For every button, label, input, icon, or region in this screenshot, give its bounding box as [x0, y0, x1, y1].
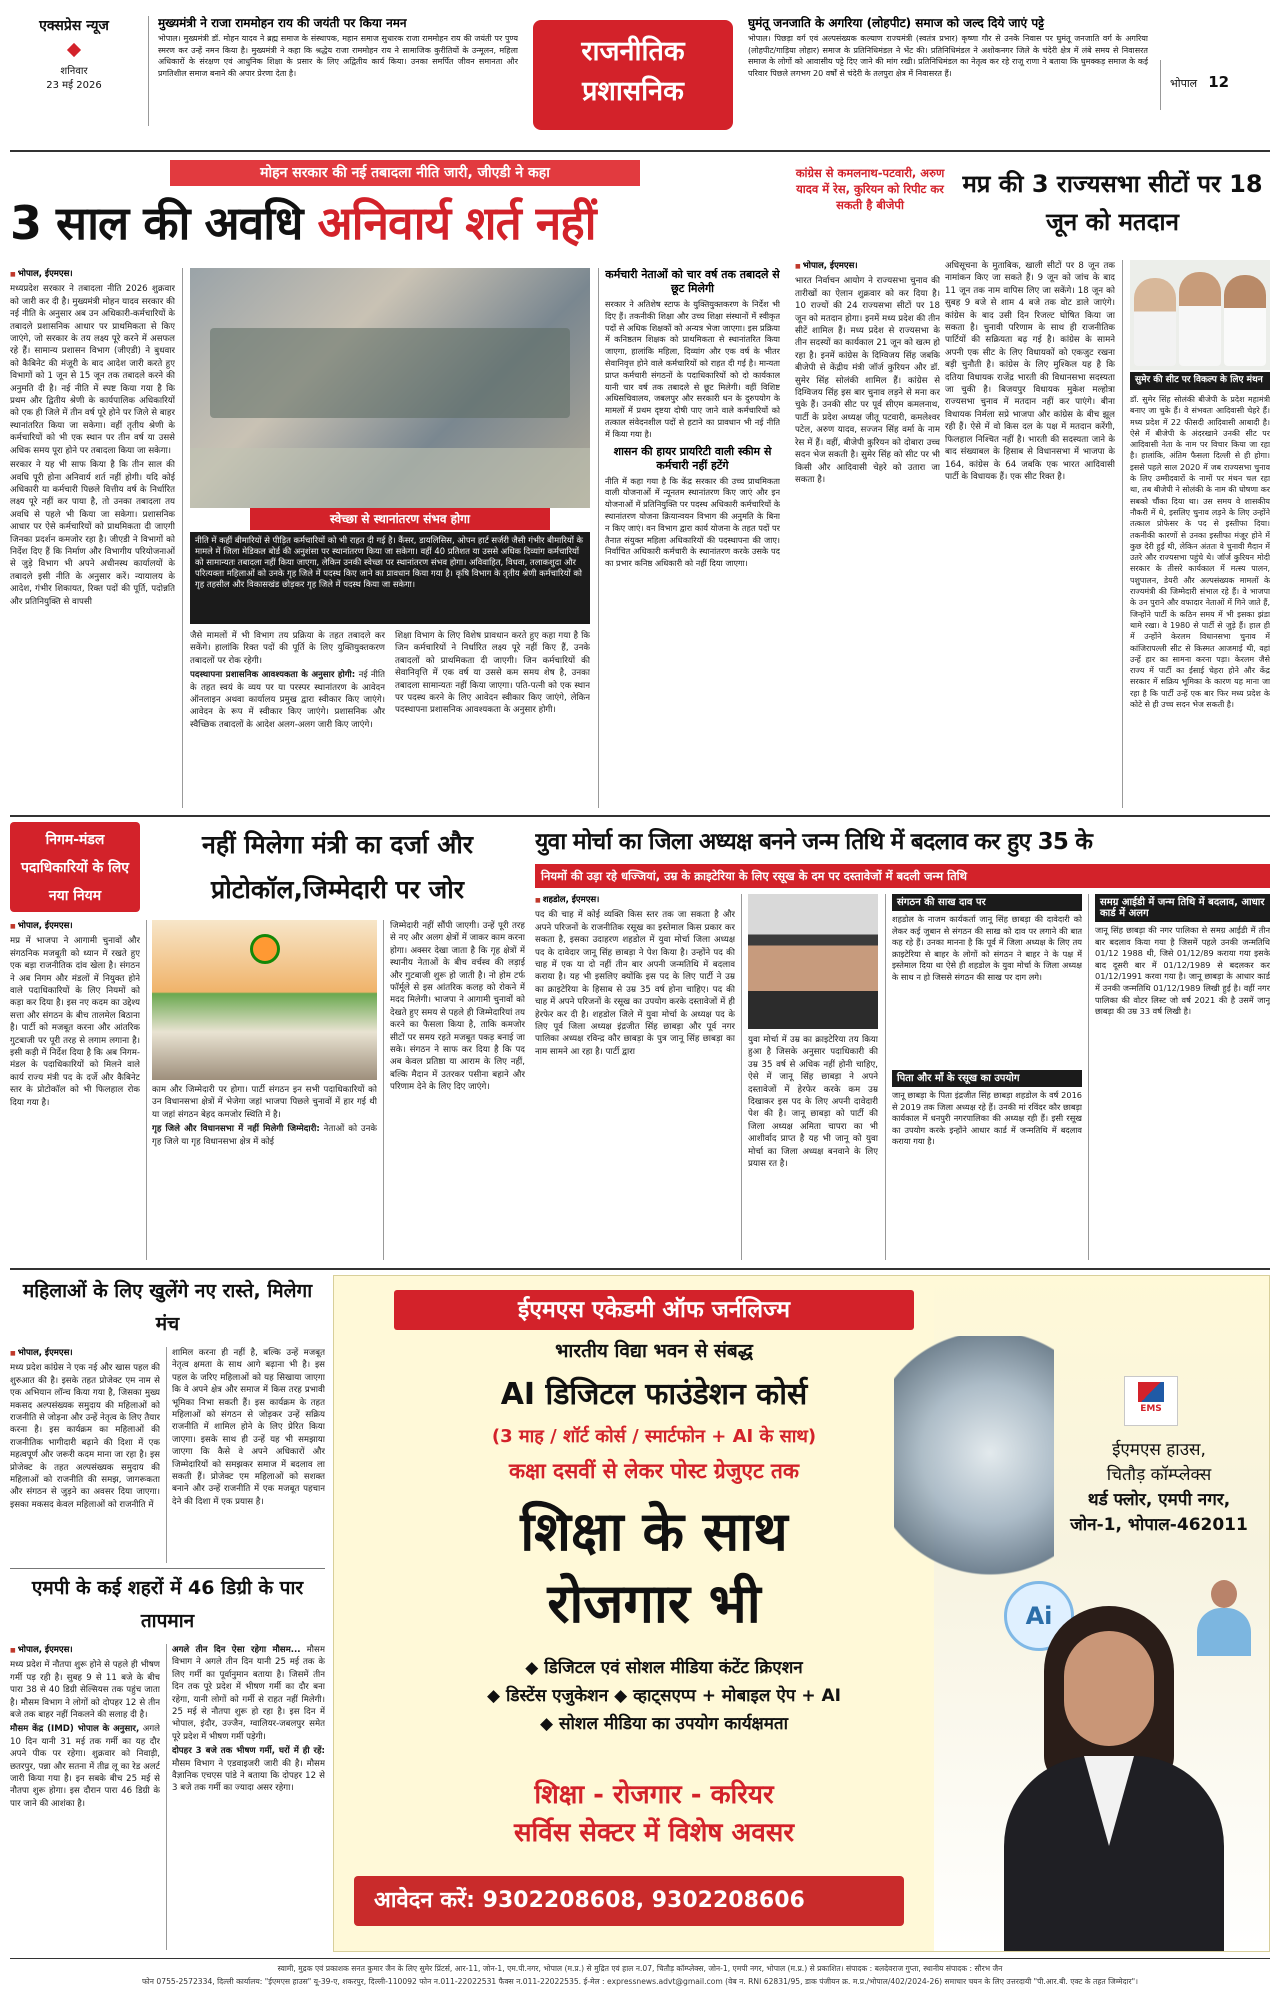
leader-portrait-3	[1224, 275, 1266, 366]
ems-logo-icon	[1138, 1382, 1164, 1402]
ad-slogan-line2: रोजगार भी	[547, 1572, 761, 1635]
story4-box-3	[1095, 894, 1270, 1260]
story3-tag	[10, 822, 140, 912]
story1-photo-caption-head-text: स्वेच्छा से स्थानांतरण संभव होगा	[329, 512, 471, 526]
ai-robot-illustration	[894, 1336, 1054, 1596]
story-transfer-policy	[10, 160, 780, 810]
brand-block	[14, 16, 134, 121]
story6-col1b-para: अगले 10 दिन यानी 31 मई तक गर्मी का यह दौर अपने पीक पर रहेगा। शुक्रवार को निवाड़ी, छतरपुर, पन्ना और सतना में तीव्र लू का रेड अलर्ट जारी किया गया है। इन सबके बीच 25 मई से नौतपा शुरू होगा। इस दौरान पारा 46 डिग्री के पार जाने की आशंका है।	[10, 1724, 160, 1809]
story4-box1-text: शहडोल के नाजम कार्यकर्ता जानू सिंह छाबड़ा की दावेदारी को लेकर कई जुबान से संगठन की साख को दाव पर लगाने की बात कह रहे हैं। उनका मानना है कि पूर्व में जिला अध्यक्ष के लिए तय क्राइटेरिया से बाहर के लोगों को संगठन ने बाहर ने के पक्ष में इस्तेमाल दिया था ऐसे ही शहडोल के युवा मोर्चा के जिला अध्यक्ष के साथ न हो जिससे संगठन की साख पर दाग लगे।	[892, 914, 1082, 982]
story2-dateline: ■ भोपाल, ईएमएस।	[795, 260, 940, 273]
story1-mid-a-subhead: पदस्थापना प्रशासनिक आवश्यकता के अनुसार होगी:	[190, 670, 356, 681]
story4-box2-head: पिता और माँ के रसूख का उपयोग	[892, 1070, 1082, 1087]
ad-duration: (3 माह / शॉर्ट कोर्स / स्मार्टफोन + AI के साथ)	[491, 1426, 817, 1447]
story1-col1-para: मध्यप्रदेश सरकार ने तबादला नीति 2026 शुक्रवार को जारी कर दी है। मुख्यमंत्री मोहन यादव सरकार की नई नीति के अनुसार अब उन अधिकारी-कर्मचारियों के तबादले प्रशासनिक आधार पर प्राथमिकता से किए जाएंगे, जो सरकार के तय लक्ष्य पूरे करने में असफल रहे हैं। सामान्य प्रशासन विभाग (जीएडी) ने बुधवार को कैबिनेट की मंजूरी के बाद आदेश जारी करते हुए विभागों को 1 जून से 15 जून तक तबादले करने की अनुमति दी है। नई नीति में स्पष्ट किया गया है कि प्रथम और द्वितीय श्रेणी के कार्यपालिक अधिकारियों को एक ही जिले में तीन वर्ष पूरे होने पर जिले से बाहर स्थानांतरित किया जा सकेगा। वहीं तृतीय श्रेणी के कर्मचारियों को भी एक स्थान पर तीन वर्ष या उससे अधिक समय पूरा होने पर तबादला किया जा सकेगा।	[10, 284, 175, 456]
ad-taglines	[374, 1776, 934, 1854]
phone-user-head	[1211, 1580, 1237, 1608]
story3-headline	[150, 822, 525, 917]
ad-apply-bar	[354, 1876, 904, 1926]
story1-dateline: ■ भोपाल, ईएमएस।	[10, 268, 175, 281]
ad-address-line2: चितौड़ कॉम्प्लेक्स	[1106, 1465, 1212, 1485]
ems-logo	[1124, 1376, 1178, 1426]
story1-sidebar	[605, 268, 780, 808]
story3-column-3	[390, 920, 525, 1260]
brief-left	[158, 16, 518, 128]
story-rajya-sabha	[795, 160, 1270, 810]
ad-title	[394, 1290, 914, 1330]
ad-course: AI डिजिटल फाउंडेशन कोर्स	[500, 1377, 808, 1412]
ad-tagline-2: सर्विस सेक्टर में विशेष अवसर	[513, 1818, 794, 1848]
issue-date: 23 मई 2026	[46, 80, 102, 91]
masthead	[0, 0, 1279, 150]
story1-side-text2: नीति में कहा गया है कि केंद्र सरकार की उच्च प्राथमिकता वाली योजनाओं में न्यूनतम स्थानांतरण किए जाएं और इन योजनाओं में प्रतिनियुक्ति पर पदस्थ अधिकारी कर्मचारियों के स्थानांतरण योजना क्रियान्वयन विभाग की अनुमति के बिना न किए जाएं। वन विभाग द्वारा कार्य योजना के तहत पदों पर तैनात संयुक्त महिला अधिकारियों की पदस्थापना की जाए। निर्वाचित अधिकारी कर्मचारी के स्थानांतरण करके उसके पद का प्रभार कनिष्ठ अधिकारी को नहीं दिया जाएगा।	[605, 475, 780, 569]
story4-subheadline-text: नियमों की उड़ा रहे धज्जियां, उम्र के क्राइटेरिया के लिए रसूख के दम पर दस्तावेजों में बदली जन्म तिथि	[541, 869, 967, 883]
brief-right-title: घुमंतू जनजाति के अगरिया (लोहपीट) समाज को जल्द दिये जाएं पट्टे	[748, 16, 1045, 30]
brand-diamond-icon	[67, 43, 81, 57]
story4-box1-head: संगठन की साख दाव पर	[892, 894, 1082, 911]
story3-col2-subhead: गृह जिले और विधानसभा में नहीं मिलेगी जिम्मेदारी:	[152, 1124, 320, 1135]
ad-address-line4: जोन-1, भोपाल-462011	[1070, 1515, 1248, 1535]
imprint-footer	[10, 1962, 1270, 2004]
story2-kicker-text: कांग्रेस से कमलनाथ-पटवारी, अरुण यादव में रेस, कुरियन को रिपीट कर सकती है बीजेपी	[795, 166, 945, 212]
story5-col2-para: शामिल करना ही नहीं है, बल्कि उन्हें मजबूत नेतृत्व क्षमता के साथ आगे बढ़ाना भी है। इस पहल के जरिए महिलाओं को यह सिखाया जाएगा कि वे अपने क्षेत्र और समाज में किस तरह प्रभावी भूमिका निभा सकती हैं। इस कार्यक्रम के तहत महिलाओं को संगठन से जोड़कर उन्हें सक्रिय राजनीति में शामिल होने के लिए प्रेरित किया जाएगा। इसके साथ ही उन्हें यह भी समझाया जाएगा कि कैसे वे अपने अधिकारों और जिम्मेदारियों को समझकर समाज में बदलाव ला सकती हैं। प्रोजेक्ट एम महिलाओं को सशक्त बनाने और उन्हें राजनीति में एक मजबूत पहचान देने की दिशा में एक प्रयास है।	[172, 1348, 325, 1507]
story4-portrait-photo	[748, 894, 878, 1029]
ad-phone-numbers[interactable]: 9302208608, 9302208606	[482, 1888, 805, 1913]
story-yuva-morcha	[535, 822, 1270, 1262]
ad-address-line3: थर्ड फ्लोर, एमपी नगर,	[1087, 1490, 1231, 1510]
story3-column-2	[152, 1084, 377, 1260]
story4-col2-para: युवा मोर्चा में उम्र का क्राइटेरिया तय किया हुआ है जिसके अनुसार पदाधिकारी की उम्र 35 वर्ष से अधिक नहीं होनी चाहिए, ऐसे में जानू सिंह छाबड़ा ने अपने दस्तावेजों में हेरफेर करके कम उम्र दिखाकर इस पद के लिए अपनी दावेदारी पेश की है। जानू छाबड़ा को पार्टी की जिला अध्यक्ष अमिता चापरा का भी आशीर्वाद प्राप्त है यह भी जानू को युवा मोर्चा का जिला अध्यक्ष बनवाने के लिए प्रयास रत है।	[748, 1035, 878, 1170]
story1-side-head: कर्मचारी नेताओं को चार वर्ष तक तबादले से छूट मिलेगी	[605, 268, 780, 295]
story3-column-1	[10, 920, 140, 1260]
story-nigam-mandal	[10, 822, 525, 1262]
story5-col1-para: मध्य प्रदेश कांग्रेस ने एक नई और खास पहल की शुरुआत की है। इसके तहत प्रोजेक्ट एम नाम से एक अभियान लॉन्च किया गया है, जिसका मुख्य मकसद अल्पसंख्यक समुदाय की महिलाओं को राजनीति से जोड़ना और उन्हें नेतृत्व के लिए तैयार करना है। इस कार्यक्रम का महिलाओं की राजनीतिक भागीदारी बढ़ाने की दिशा में एक महत्वपूर्ण और जरूरी कदम माना जा रहा है। इस प्रोजेक्ट के तहत अल्पसंख्यक समुदाय की महिलाओं को राजनीति की समझ, जागरूकता और संगठन से जुड़ने का अवसर दिया जाएगा। इसका मकसद केवल महिलाओं को राजनीति में	[10, 1363, 160, 1510]
story1-side-head2: शासन की हायर प्रायरिटी वाली स्कीम से कर्मचारी नहीं हटेंगे	[613, 444, 772, 472]
story-women-project	[10, 1275, 325, 1565]
story2-leaders-photo	[1130, 260, 1270, 370]
story1-headline	[10, 190, 780, 260]
ad-feature-2-3: ◆ डिस्टेंस एजुकेशन ◆ व्हाट्सएप्प + मोबाइल ऐप + AI	[487, 1686, 841, 1706]
woman-face	[1064, 1631, 1154, 1746]
story1-meeting-photo	[190, 268, 590, 508]
ad-feature-1: ◆ डिजिटल एवं सोशल मीडिया कंटेंट क्रिएशन	[525, 1658, 803, 1678]
ad-phone-user-illustration	[1189, 1576, 1259, 1656]
leader-portrait-1	[1134, 278, 1176, 366]
story2-photo-caption: सुमेर की सीट पर विकल्प के लिए मंथन	[1130, 372, 1270, 390]
story2-headline: मप्र की 3 राज्यसभा सीटों पर 18 जून को मतदान	[962, 170, 1263, 236]
story-heatwave	[10, 1572, 325, 1952]
page-number: 12	[1208, 73, 1230, 91]
ad-slogan-line1: शिक्षा के साथ	[520, 1500, 788, 1563]
section-title: राजनीतिक प्रशासनिक	[581, 36, 685, 107]
page-city: भोपाल	[1170, 77, 1198, 90]
story3-col2-para: काम और जिम्मेदारी पर होगा। पार्टी संगठन इन सभी पदाधिकारियों को उन विधानसभा क्षेत्रों में भेजेगा जहां भाजपा पिछले चुनावों में हार गई थी या जहां संगठन बेहद कमजोर स्थिति में है।	[152, 1085, 377, 1120]
story3-bjp-photo	[152, 920, 377, 1080]
ad-apply-label: आवेदन करें:	[374, 1888, 475, 1913]
story4-dateline: ■ शहडोल, ईएमएस।	[535, 894, 735, 907]
story1-side-text: सरकार ने अतिशेष स्टाफ के युक्तियुक्तकरण के निर्देश भी दिए हैं। तकनीकी शिक्षा और उच्च शिक्षा संस्थानों में स्वीकृत पदों से अधिक शिक्षकों को अन्यत्र भेजा जाएगा। इस प्रक्रिया में कनिष्ठतम शिक्षक को प्राथमिकता से स्थानांतरित किया जाएगा, हालांकि महिला, दिव्यांग और एक वर्ष के भीतर सेवानिवृत्त होने वाले कर्मचारियों को राहत दी गई है। मान्यता प्राप्त कर्मचारी संगठनों के पदाधिकारियों को दो कार्यकाल यानी चार वर्ष तक तबादले से छूट मिलेगी। वहीं विशिष्ट अधिसचिवालय, जबलपुर और सरकारी धन के दुरुपयोग के मामलों में प्रथम दृष्टया दोषी पाए जाने वाले कर्मचारियों को तत्काल संवेदनशील पदों से हटाने का प्रावधान भी नई नीति में किया गया है।	[605, 299, 780, 439]
story2-side-text: डॉ. सुमेर सिंह सोलंकी बीजेपी के प्रदेश महामंत्री बनाए जा चुके हैं। वे संभवतः आदिवासी चेहरे हैं। मध्य प्रदेश में 22 फीसदी आदिवासी आबादी है। ऐसे में बीजेपी के अंदरखाने उनकी सीट पर आदिवासी नेता के नाम पर विचार किया जा रहा है। हालांकि, अंतिम फैसला दिल्ली से ही होगा। इससे पहले साल 2020 में जब राज्यसभा चुनाव के लिए उम्मीदवारों के नामों पर मंथन चल रहा था, तब बीजेपी ने सोलंकी के नाम की घोषणा कर सबको चौंका दिया था। उस समय वे शासकीय नौकरी में थे, इसलिए चुनाव लड़ने के लिए उन्होंने तत्काल प्रोफेसर के पद से इस्तीफा दिया। तकनीकी कारणों से उनका इस्तीफा मंजूर होने में कुछ देरी हुई थी, लेकिन अंततः वे चुनावी मैदान में उतरे और राज्यसभा पहुंचे थे। जॉर्ज कुरियन मोदी सरकार के तीसरे कार्यकाल में मत्स्य पालन, पशुपालन, डेयरी और अल्पसंख्यक मामलों के राज्यमंत्री की जिम्मेदारी संभाल रहे हैं। वे भाजपा के उन पुराने और वफादार नेताओं में गिने जाते हैं, जिन्होंने पार्टी के कठिन समय में भी इसका झंडा थामे रखा। वे 1980 से पार्टी से जुड़े हैं। हाल ही में उन्होंने केरलम विधानसभा चुनाव में कांजिरापल्ली सीट से किस्मत आजमाई थी, वहां उन्हें हार का सामना करना पड़ा। केरलम जैसे राज्य में पार्टी का ईसाई चेहरा होने और केंद्र सरकार में सक्रिय भूमिका के कारण यह माना जा रहा है कि पार्टी उन्हें एक बार फिर मध्य प्रदेश के कोटे से ही उच्च सदन भेज सकती है।	[1130, 395, 1270, 710]
ad-address	[1054, 1438, 1264, 1558]
ad-title-text: ईएमएस एकेडमी ऑफ जर्नलिज्म	[517, 1297, 790, 1323]
page-meta	[1170, 72, 1270, 96]
ai-circle-label: Ai	[1025, 1602, 1053, 1630]
ad-woman-illustration	[974, 1606, 1254, 1952]
leader-portrait-2	[1179, 272, 1221, 366]
story4-column-2	[748, 1034, 878, 1260]
story5-column-2	[172, 1347, 325, 1563]
issue-day: शनिवार	[60, 66, 88, 77]
ad-feature-4: ◆ सोशल मीडिया का उपयोग कार्यक्षमता	[539, 1714, 789, 1734]
story2-column-1	[795, 260, 940, 808]
story5-column-1	[10, 1347, 160, 1563]
brand-name: एक्सप्रेस न्यूज	[39, 18, 109, 34]
story6-dateline: ■ भोपाल, ईएमएस।	[10, 1644, 160, 1657]
story1-photo-caption-text: नीति में कहीं बीमारियों से पीड़ित कर्मचारियों को भी राहत दी गई है। कैंसर, डायलिसिस, ओपन हार्ट सर्जरी जैसी गंभीर बीमारियों के मामले में जिला मेडिकल बोर्ड की अनुशंसा पर स्थानांतरण किया जा सकेगा। वहीं 40 प्रतिशत या उससे अधिक दिव्यांग कर्मचारियों को सामान्यतः तबादला नहीं किया जाएगा, लेकिन उनकी स्वेच्छा पर स्थानांतरण संभव होगा। अविवाहित, विधवा, तलाकशुदा और परित्यक्ता महिलाओं को उनके गृह जिले में पदस्थ किए जाने का प्रावधान किया गया है। कृषि विभाग के तृतीय श्रेणी कर्मचारियों को गृह तहसील और विकासखंड छोड़कर गृह जिले में पदस्थ किया जा सकेगा।	[190, 532, 590, 624]
story6-col1-para: मध्य प्रदेश में नौतपा शुरू होने से पहले ही भीषण गर्मी पड़ रही है। सुबह 9 से 11 बजे के बीच पारा 38 से 40 डिग्री सेल्सियस तक पहुंच जाता है। मौसम विभाग ने लोगों को दोपहर 12 से तीन बजे तक बाहर नहीं निकलने की सलाह दी है।	[10, 1660, 160, 1721]
phone-user-body	[1197, 1608, 1251, 1656]
story3-dateline: ■ भोपाल, ईएमएस।	[10, 920, 140, 933]
ad-address-line1: ईएमएस हाउस,	[1112, 1440, 1206, 1460]
story1-kicker-text: मोहन सरकार की नई तबादला नीति जारी, जीएडी ने कहा	[260, 165, 550, 181]
story1-photo-caption-head	[250, 508, 550, 530]
brief-left-text: भोपाल। मुख्यमंत्री डॉ. मोहन यादव ने ब्रह्म समाज के संस्थापक, महान समाज सुधारक राजा राममोहन राय की जयंती पर पुण्य स्मरण कर उन्हें नमन किया है। मुख्यमंत्री ने कहा कि श्रद्धेय राजा राममोहन राय ने सामाजिक कुरीतियों के उन्मूलन, महिला अधिकारों के संरक्षण एवं आधुनिक शिक्षा के प्रसार के लिए अद्वितीय कार्य किया। उनका समर्पित जीवन समानता और प्रगतिशील समाज बनाने की अपार प्रेरणा देता है।	[158, 34, 518, 78]
story4-box-1	[892, 894, 1082, 1064]
story2-col1b-para: अधिसूचना के मुताबिक, खाली सीटों पर 8 जून तक नामांकन किए जा सकते हैं। 9 जून को जांच के बाद 11 जून तक नाम वापिस लिए जा सकेंगे। 18 जून को सुबह 9 बजे से शाम 4 बजे तक वोट डाले जाएंगे। कांग्रेस के बाद उसी दिन रिजल्ट घोषित किया जा सकता है। चुनावी परिणाम के साथ ही राजनीतिक पार्टियों की सक्रियता बढ़ गई है। कांग्रेस के सामने अपनी एक सीट के लिए विधायकों को एकजुट रखना बड़ी चुनौती है। कांग्रेस के लिए मुश्किल यह है कि दतिया विधायक राजेंद्र भारती की विधानसभा सदस्यता जा चुकी है। बिजयपुर विधायक मुकेश मल्होत्रा राज्यसभा चुनाव में मतदान नहीं कर पाएंगे। बीना विधायक निर्मला सप्रे भाजपा और कांग्रेस के बीच झूल रही हैं। ऐसे में वो किस दल के पक्ष में मतदान करेंगी, फिलहाल निश्चित नहीं है। भारती की सदस्यता जाने के बाद संख्याबल के हिसाब से विधानसभा में भाजपा के 164, कांग्रेस के 64 जबकि एक भारत आदिवासी पार्टी के विधायक हैं। एक सीट रिक्त है।	[945, 261, 1115, 482]
story6-column-2	[172, 1644, 325, 1950]
story6-column-1	[10, 1644, 160, 1950]
ad-slogan	[374, 1496, 934, 1646]
brief-left-title: मुख्यमंत्री ने राजा राममोहन राय की जयंती पर किया नमन	[158, 16, 407, 30]
story4-headline: युवा मोर्चा का जिला अध्यक्ष बनने जन्म तिथि में बदलाव कर हुए 35 के	[535, 829, 1093, 855]
ems-logo-text: EMS	[1140, 1404, 1162, 1414]
ad-tagline-1: शिक्षा - रोजगार - करियर	[534, 1780, 774, 1810]
ems-academy-ad	[333, 1275, 1270, 1952]
brief-right-text: भोपाल। पिछड़ा वर्ग एवं अल्पसंख्यक कल्याण राज्यमंत्री (स्वतंत्र प्रभार) कृष्णा गौर से उनके निवास पर घुमंतू जनजाति वर्ग के अगरिया (लोहपीट/गाड़िया लोहार) समाज के प्रतिनिधिमंडल ने भेंट की। प्रतिनिधिमंडल ने अशोकनगर जिले के चंदेरी क्षेत्र में लंबे समय से निवासरत समाज के लोगों को आवासीय पट्टे दिए जाने की मांग रखी। प्रतिनिधिमंडल का नेतृत्व कर रहे राजू राणा ने बताया कि घुमक्कड़ समाज के कई परिवार पिछले लगभग 20 वर्षों से चंदेरी के तलपुरा क्षेत्र में निवासरत हैं।	[748, 34, 1148, 78]
story3-headline-line2: प्रोटोकॉल,जिम्मेदारी पर जोर	[211, 875, 464, 904]
story4-box3-head: समग्र आईडी में जन्म तिथि में बदलाव, आधार कार्ड में अलग	[1095, 894, 1270, 922]
story2-column-2	[945, 260, 1115, 808]
story4-subheadline	[535, 864, 1270, 888]
imprint-line-1: स्वामी, मुद्रक एवं प्रकाशक सनत कुमार जैन के लिए सुमेर प्रिंटर्स, आर-11, जोन-1, एम.पी.नगर, भोपाल (म.प्र.) से मुद्रित एवं हाल न.07, चितौड़ कॉम्प्लेक्स, जोन-1, एमपी नगर, भोपाल (म.प्र.) से प्रकाशित। संपादक : बलदेवराज गुप्ता, स्थानीय संपादक : सौरभ जैन	[277, 1964, 1003, 1973]
story4-col1-para: पद की चाह में कोई व्यक्ति किस स्तर तक जा सकता है और अपने परिजनों के राजनीतिक रसूख का इस्तेमाल किस प्रकार कर सकता है, इसका उदाहरण शहडोल में युवा मोर्चा जिला अध्यक्ष पद के दावेदार जानू सिंह छाबड़ा ने पेश किया है। उन्होंने पद की चाह में एक या दो नहीं तीन बार अपनी जन्मतिथि में बदलाव कराया है। यह भी इसलिए क्योंकि इस पद के लिए पार्टी ने उम्र का क्राइटेरिया के हिसाब से उम्र 35 वर्ष होना चाहिए। पद की चाह में अपने परिजनों के रसूख का उपयोग करके दस्तावेजों में ही हेरफेर कर दी है। शहडोल जिले में युवा मोर्चा के अध्यक्ष पद के लिए पूर्व जिला अध्यक्ष इंद्रजीत सिंह छाबड़ा और पूर्व नगर पालिका अध्यक्ष रविन्द्र कौर छाबड़ा के पुत्र जानू सिंह छाबड़ा का नाम सामने आ रहा है। पार्टी द्वारा	[535, 910, 735, 1057]
story6-col2b-para: मौसम विभाग ने एडवाइजरी जारी की है। मौसम वैज्ञानिक एचएस पांडे ने बताया कि दोपहर 12 से 3 बजे तक गर्मी का ज्यादा असर रहेगा।	[172, 1758, 325, 1794]
story3-col3-para: जिम्मेदारी नहीं सौंपी जाएगी। उन्हें पूरी तरह से नए और अलग क्षेत्रों में जाकर काम करना होगा। अक्सर देखा जाता है कि गृह क्षेत्रों में स्थानीय नेताओं के बीच वर्चस्व की लड़ाई और गुटबाजी शुरू हो जाती है। नो होम टर्फ फॉर्मूले से इस आंतरिक कलह को रोकने में मदद मिलेगी। भाजपा ने आगामी चुनावों को देखते हुए समय से पहले ही जिम्मेदारियां तय करने का फैसला किया है, ताकि कमजोर सीटों पर समय रहते मजबूत पकड़ बनाई जा सके। संगठन ने साफ कर दिया है कि पद अब केवल प्रतिष्ठा या आराम के लिए नहीं, बल्कि मैदान में उतरकर पसीना बहाने और परिणाम देने के लिए दिए जाएंगे।	[390, 921, 525, 1093]
brief-right	[748, 16, 1148, 128]
story1-column-1	[10, 268, 175, 808]
story1-headline-part1: 3 साल की अवधि	[10, 196, 303, 250]
ad-features	[384, 1654, 944, 1772]
story2-col1-para: भारत निर्वाचन आयोग ने राज्यसभा चुनाव की तारीखों का ऐलान शुक्रवार को कर दिया है। 10 राज्यों की 24 राज्यसभा सीटों पर 18 जून को मतदान होगा। इनमें मध्य प्रदेश की तीन सीटें शामिल हैं। मध्य प्रदेश से राज्यसभा के तीन सदस्यों का कार्यकाल 21 जून को खत्म हो रहा है। इनमें कांग्रेस के दिग्विजय सिंह जबकि बीजेपी से केंद्रीय मंत्री जॉर्ज कुरियन और डॉ. सुमेर सिंह सोलंकी शामिल हैं। कांग्रेस से दिग्विजय सिंह इस बार चुनाव लड़ने से मना कर चुके हैं। उनकी सीट पर पूर्व सीएम कमलनाथ, पार्टी के प्रदेश अध्यक्ष जीतू पटवारी, कमलेश्वर पटेल, अरुण यादव, सज्जन सिंह वर्मा के नाम रेस में हैं। वहीं, बीजेपी कुरियन को दोबारा उच्च सदन भेज सकती है। सुमेर सिंह को सीट पर भी किसी और आदिवासी चेहरे को उतारा जा सकता है।	[795, 276, 940, 485]
story3-col2b-para: नेताओं को उनके गृह जिले या गृह विधानसभा क्षेत्र में कोई	[152, 1124, 377, 1147]
story1-kicker	[170, 160, 640, 186]
story1-mid-b-para: शिक्षा विभाग के लिए विशेष प्रावधान करते हुए कहा गया है कि जिन कर्मचारियों ने निर्धारित लक्ष्य पूरे नहीं किए हैं, उनके तबादलों को प्राथमिकता दी जाएगी। जिन कर्मचारियों की सेवानिवृत्ति में एक वर्ष या उससे कम समय शेष है, उनका तबादला सामान्यतः नहीं किया जाएगा। पति-पत्नी को एक स्थान पर पदस्थ करने के लिए आवेदन स्वीकार किए जाएंगे, लेकिन पदस्थापना प्रशासनिक आवश्यकता के अनुसार होगी।	[395, 631, 590, 716]
story3-headline-line1: नहीं मिलेगा मंत्री का दर्जा और	[201, 830, 474, 859]
story2-kicker	[795, 165, 945, 250]
ad-eligibility: कक्षा दसवीं से लेकर पोस्ट ग्रेजुएट तक	[509, 1459, 799, 1483]
story5-dateline: ■ भोपाल, ईएमएस।	[10, 1347, 160, 1360]
story1-headline-part2: अनिवार्य शर्त नहीं	[317, 196, 596, 250]
story3-tag-text: निगम-मंडल पदाधिकारियों के लिए नया नियम	[20, 832, 130, 904]
ad-affiliation: भारतीय विद्या भवन से संबद्ध	[555, 1340, 753, 1362]
section-label	[533, 20, 733, 130]
story6-headline: एमपी के कई शहरों में 46 डिग्री के पार तापमान	[31, 1577, 304, 1632]
story1-column-mid-b	[395, 630, 590, 808]
story1-col1b-para: सरकार ने यह भी साफ किया है कि तीन साल की अवधि पूरी होना अनिवार्य शर्त नहीं होगी। यदि कोई अधिकारी या कर्मचारी पिछले वित्तीय वर्ष के निर्धारित लक्ष्य पूरे नहीं कर पाया है, तो उनका तबादला तय अवधि से पहले भी किया जा सकेगा। प्रशासनिक आधार पर ऐसे कर्मचारियों को प्राथमिकता दी जाएगी जिनका प्रदर्शन कमजोर रहा है। जीएडी ने विभागों को निर्देश दिए हैं कि निर्माण और विभागीय परियोजनाओं से जुड़े विभाग भी अपने अधीनस्थ कार्यालयों के तबादले इसी नीति के अनुसार करें। न्यायालय के आदेश, गंभीर शिकायत, रिक्त पदों की पूर्ति, पदोन्नति और प्रतिनियुक्ति से वापसी	[10, 460, 175, 607]
story5-headline: महिलाओं के लिए खुलेंगे नए रास्ते, मिलेगा मंच	[22, 1280, 313, 1335]
story6-col2-para: मौसम विभाग ने अगले तीन दिन यानी 25 मई तक के लिए गर्मी का पूर्वानुमान बताया है। जिसमें तीन दिन तक पूरे प्रदेश में भीषण गर्मी का दौर बना रहेगा, यानी लोगों को गर्मी से राहत नहीं मिलेगी। 25 मई से नौतपा शुरू हो रहा है। इस दिन में भोपाल, इंदौर, उज्जैन, ग्वालियर-जबलपुर समेत पूरे प्रदेश में भीषण गर्मी पड़ेगी।	[172, 1645, 325, 1742]
story1-mid-a2-para: नई नीति के तहत स्वयं के व्यय पर या परस्पर स्थानांतरण के आवेदन ऑनलाइन अथवा कार्यालय प्रमुख द्वारा स्वीकार किए जाएंगे। आवेदन के रूप में स्वीकार किए जाएंगे। प्रशासनिक और स्वैच्छिक तबादलों के आदेश अलग-अलग जारी किए जाएंगे।	[190, 670, 385, 730]
story4-box2-text: जानू छाबड़ा के पिता इंद्रजीत सिंह छाबड़ा शहडोल के वर्ष 2016 से 2019 तक जिला अध्यक्ष रहे हैं। उनकी मां रविंदर कौर छाबड़ा कार्यकाल में धनपुरी नगरपालिका की अध्यक्ष रही हैं। इसी रसूख का उपयोग करके इन्होंने आधार कार्ड में जन्मतिथि में बदलाव कराया गया है।	[892, 1090, 1082, 1147]
story4-box3-text: जानू सिंह छाबड़ा की नगर पालिका से समग्र आईडी में तीन बार बदलाव किया गया है जिसमें पहले उनकी जन्मतिथि 01/12 1988 थी, जिसे 01/12/89 कराया गया इसके बाद दूसरी बार में 01/12/1989 से बदलकर कर 01/12/1991 करवा गया है। जानू छाबड़ा के आधार कार्ड में उनकी जन्मतिथि 01/12/1989 लिखी हुई है। वहीं नगर पालिका की वोटर लिस्ट जो वर्ष 2021 की है उसमें जानू छाबड़ा की उम्र 33 वर्ष लिखी है।	[1095, 925, 1270, 1017]
story1-column-mid-a	[190, 630, 385, 808]
story6-col1-subhead: मौसम केंद्र (IMD) भोपाल के अनुसार,	[10, 1724, 140, 1735]
story1-mid-a-para: जैसे मामलों में भी विभाग तय प्रक्रिया के तहत तबादले कर सकेंगे। हालांकि रिक्त पदों की पूर्ति के लिए युक्तियुक्तकरण तबादलों पर रोक रहेगी।	[190, 631, 385, 666]
lotus-logo-icon	[250, 934, 280, 964]
story4-box-2	[892, 1070, 1082, 1260]
story4-column-1	[535, 894, 735, 1260]
story3-col1-para: मप्र में भाजपा ने आगामी चुनावों और संगठनिक मजबूती को ध्यान में रखते हुए एक बड़ा राजनीतिक दांव खेला है। संगठन ने अब निगम और मंडलों में नियुक्त होने वाले पदाधिकारियों के लिए नियमों को कड़ा कर दिया है। इस नए कदम का उद्देश्य सत्ता और संगठन के बीच तालमेल बिठाना है। पार्टी को मजबूत करना और आंतरिक गुटबाजी पर पूरी तरह से लगाम लगाना है। इसी कड़ी में निर्देश दिया है कि अब निगम-मंडल के पदाधिकारियों को मिलने वाले कार्य राज्य मंत्री पद के दर्जे और कैबिनेट स्तर के प्रोटोकॉल को भी फिलहाल रोक दिया गया है।	[10, 936, 140, 1108]
imprint-line-2: फोन 0755-2572334, दिल्ली कार्यालय: "ईएमएस हाउस" यू-39-ए, शकरपुर, दिल्ली-110092 फोन न.011-22022531 फैक्स न.011-22022535. ई-मेल : expressnews.advt@gmail.com (वेब न. RNI 62831/95, डाक पंजीयन क्र. म.प्र./भोपाल/402/2024-26) समाचार चयन के लिए उत्तरदायी "पी.आर.बी. एक्ट के तहत जिम्मेदार"।	[141, 1977, 1139, 1986]
story6-col2-subhead2: दोपहर 3 बजे तक भीषण गर्मी, घरों में ही रहें:	[172, 1746, 325, 1757]
story6-col2-subhead: अगले तीन दिन ऐसा रहेगा मौसम...	[172, 1645, 301, 1655]
